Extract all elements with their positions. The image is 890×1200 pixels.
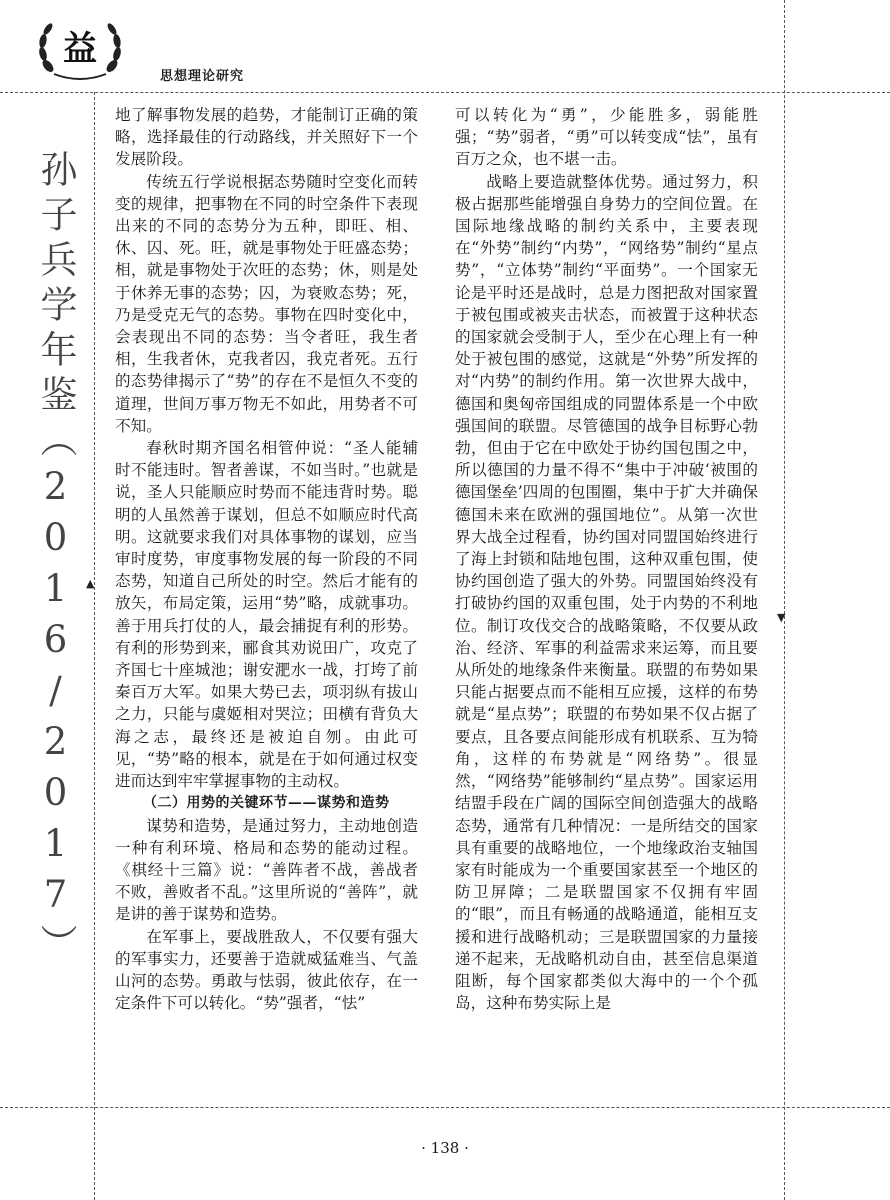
subsection-heading: （二）用势的关键环节——谋势和造势	[143, 795, 390, 812]
header-divider	[0, 92, 890, 93]
footer-divider	[0, 1107, 890, 1108]
logo-mark: 益	[63, 29, 97, 69]
right-column	[455, 104, 758, 1014]
paragraph: 春秋时期齐国名相管仲说：“圣人能辅时不能违时。智者善谋，不如当时。”也就是说，圣人只能顺应时势而不能违背时势。聪明的人虽然善于谋划，但总不如顺应时代高明。这就要求我们对具体事物的谋划，应当审时度势，审度事物发展的每一阶段的不同态势，知道自己所处的时空。然后才能有的放矢，布局定策，运用“势”略，成就事功。善于用兵打仗的人，最会捕捉有利的形势。有利的形势到来，郦食其劝说田广，攻克了齐国七十座城池；谢安淝水一战，打垮了前秦百万大军。如果大势已去，项羽纵有拔山之力，只能与虞姬相对哭泣；田横有背负大海之志，最终还是被迫自刎。由此可见，“势”略的根本，就是在于如何通过权变进而达到牢牢掌握事物的主动权。	[115, 439, 418, 791]
left-margin-line	[94, 92, 95, 1200]
laurel-logo-icon	[34, 16, 126, 82]
right-margin-line	[784, 0, 785, 1200]
paragraph: 地了解事物发展的趋势，才能制订正确的策略，选择最佳的行动路线，并关照好下一个发展阶段。	[115, 106, 418, 169]
paragraph: 战略上要造就整体优势。通过努力，积极占据那些能增强自身势力的空间位置。在国际地缘战略的制约关系中，主要表现在“外势”制约“内势”，“网络势”制约“星点势”，“立体势”制约“平面势”。一个国家无论是平时还是战时，总是力图把敌对国家置于被包围或被夹击状态，而被置于这种状态的国家就会受制于人，至少在心理上有一种处于被包围的感觉，这就是“外势”所发挥的对“内势”的制约作用。第一次世界大战中，德国和奥匈帝国组成的同盟体系是一个中欧强国间的联盟。尽管德国的战争目标野心勃勃，但由于它在中欧处于协约国包围之中，所以德国的力量不得不“集中于冲破‘被围的德国堡垒’四周的包围圈，集中于扩大并确保德国未来在欧洲的强国地位”。从第一次世界大战全过程看，协约国对同盟国始终进行了海上封锁和陆地包围，这种双重包围，使协约国创造了强大的外势。同盟国始终没有打破协约国的双重包围，处于内势的不利地位。制订攻伐交合的战略策略，不仅要从政治、经济、军事的利益需求来运筹，而且要从所处的地缘条件来衡量。联盟的布势如果只能占据要点而不能相互应援，这样的布势就是“星点势”；联盟的布势如果不仅占据了要点，且各要点间能形成有机联系、互为犄角，这样的布势就是“网络势”。很显然，“网络势”能够制约“星点势”。国家运用结盟手段在广阔的国际空间创造强大的战略态势，通常有几种情况：一是所结交的国家具有重要的战略地位，一个地缘政治支轴国家有时能成为一个重要国家甚至一个地区的防卫屏障；二是联盟国家不仅拥有牢固的“眼”，而且有畅通的战略通道，能相互支援和进行战略机动；三是联盟国家的力量接递不起来，无战略机动自由，甚至信息渠道阻断，每个国家都类似大海中的一个个孤岛，这种布势实际上是	[455, 172, 758, 1013]
paragraph: 在军事上，要战胜敌人，不仅要有强大的军事实力，还要善于造就威猛难当、气盖山河的态势。勇敢与怯弱，彼此依存，在一定条件下可以转化。“势”强者，“怯”	[115, 927, 418, 1013]
paragraph: 可以转化为“勇”，少能胜多，弱能胜强；“势”弱者，“勇”可以转变成“怯”，虽有百万之众，也不堪一击。	[455, 106, 758, 169]
arrow-up-icon: ▲	[86, 577, 95, 590]
section-title: 思想理论研究	[160, 69, 245, 84]
left-column	[115, 104, 418, 1014]
page-number: · 138 ·	[421, 1139, 469, 1157]
paragraph: 谋势和造势，是通过努力，主动地创造一种有利环境、格局和态势的能动过程。《棋经十三篇》说：“善阵者不战，善战者不败，善败者不乱。”这里所说的“善阵”，就是讲的善于谋势和造势。	[115, 816, 418, 924]
paragraph: 传统五行学说根据态势随时空变化而转变的规律，把事物在不同的时空条件下表现出来的不同的态势分为五种，即旺、相、休、囚、死。旺，就是事物处于旺盛态势；相，就是事物处于次旺的态势；休，则是处于休养无事的态势；囚，为衰败态势；死，乃是受克无气的态势。事物在四时变化中，会表现出不同的态势：当令者旺，我生者相，生我者休，克我者囚，我克者死。五行的态势律揭示了“势”的存在不是恒久不变的道理，世间万事万物无不如此，用势者不可不知。	[115, 172, 418, 435]
arrow-down-icon: ▼	[777, 611, 786, 624]
yearbook-side-title: 孙子兵学年鉴（2016/2017）	[34, 150, 77, 969]
